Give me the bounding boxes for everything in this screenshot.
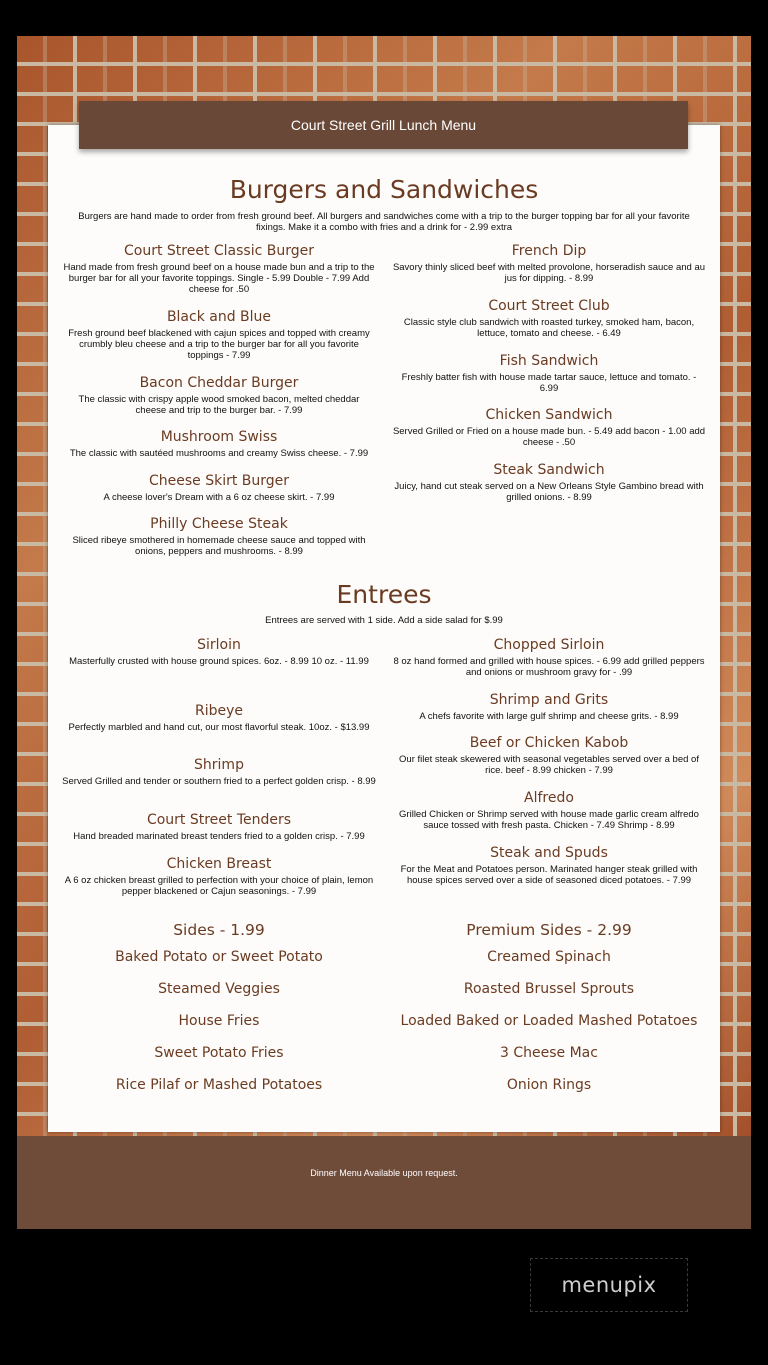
menu-item — [62, 428, 376, 459]
footer-note: Dinner Menu Available upon request. — [310, 1168, 458, 1178]
menupix-watermark: menupix — [530, 1258, 688, 1312]
item-name: Court Street Tenders — [146, 812, 292, 828]
item-desc: 8 oz hand formed and grilled with house spices. - 6.99 add grilled peppers and onions or mushroom gravy for - .99 — [393, 656, 705, 678]
premium-sides-heading: Premium Sides - 2.99 — [466, 921, 632, 939]
menu-item — [392, 352, 706, 394]
item-name: Chicken Sandwich — [485, 407, 613, 423]
item-desc: A 6 oz chicken breast grilled to perfection with your choice of plain, lemon pepper blackened or Cajun seasonings. - 7.99 — [64, 875, 374, 897]
menu-item — [392, 242, 706, 284]
menu-item — [392, 406, 706, 448]
item-desc: The classic with crispy apple wood smoked bacon, melted cheddar cheese and trip to the burger bar. - 7.99 — [78, 394, 360, 416]
item-desc: Our filet steak skewered with seasonal vegetables served over a bed of rice. beef - 8.99 chicken - 7.99 — [399, 754, 699, 776]
item-name: Court Street Club — [488, 298, 610, 314]
item-name: Chicken Breast — [166, 856, 272, 872]
item-name: Chopped Sirloin — [493, 637, 605, 653]
sides-heading: Sides - 1.99 — [173, 921, 265, 939]
item-desc: Served Grilled and tender or southern fried to a perfect golden crisp. - 8.99 — [62, 776, 376, 787]
item-desc: Perfectly marbled and hand cut, our most flavorful steak. 10oz. - $13.99 — [68, 722, 370, 733]
item-name: Black and Blue — [166, 309, 272, 325]
menu-item — [62, 472, 376, 503]
item-desc: Freshly batter fish with house made tartar sauce, lettuce and tomato. - 6.99 — [401, 372, 697, 394]
item-desc: A cheese lover's Dream with a 6 oz cheese skirt. - 7.99 — [103, 492, 335, 503]
burgers-heading: Burgers and Sandwiches — [229, 175, 539, 204]
premium-side-item: Roasted Brussel Sprouts — [463, 981, 635, 997]
menu-item — [62, 636, 376, 667]
item-desc: A chefs favorite with large gulf shrimp and cheese grits. - 8.99 — [419, 711, 679, 722]
side-item: House Fries — [178, 1013, 260, 1029]
item-desc: Savory thinly sliced beef with melted provolone, horseradish sauce and au jus for dipping. - 8.99 — [392, 262, 706, 284]
menu-title-banner — [79, 101, 688, 149]
menu-item — [62, 756, 376, 787]
premium-side-item: Onion Rings — [506, 1077, 592, 1093]
item-name: Court Street Classic Burger — [123, 243, 314, 259]
item-desc: For the Meat and Potatoes person. Marinated hanger steak grilled with house spices served over a side of seasoned diced potatoes. - 7.99 — [400, 864, 698, 886]
menu-item — [392, 691, 706, 722]
entrees-heading: Entrees — [336, 580, 432, 609]
item-name: Steak and Spuds — [490, 845, 608, 861]
menu-item — [62, 374, 376, 416]
menu-item — [62, 855, 376, 897]
side-item: Steamed Veggies — [158, 981, 280, 997]
item-name: Bacon Cheddar Burger — [139, 375, 299, 391]
menu-title: Court Street Grill Lunch Menu — [290, 117, 477, 133]
side-item: Sweet Potato Fries — [154, 1045, 284, 1061]
item-desc: Hand breaded marinated breast tenders fried to a golden crisp. - 7.99 — [73, 831, 365, 842]
premium-side-item: Creamed Spinach — [487, 949, 611, 965]
menu-item — [62, 702, 376, 733]
item-name: Fish Sandwich — [499, 353, 599, 369]
menu-item — [62, 242, 376, 295]
item-desc: Served Grilled or Fried on a house made bun. - 5.49 add bacon - 1.00 add cheese - .50 — [392, 426, 706, 448]
item-desc: Hand made from fresh ground beef on a house made bun and a trip to the burger bar for all your favorite toppings. Single - 5.99 Double - 7.99 Add cheese for .50 — [63, 262, 375, 295]
item-desc: Grilled Chicken or Shrimp served with house made garlic cream alfredo sauce tossed with fresh pasta. Chicken - 7.49 Shrimp - 8.99 — [399, 809, 699, 831]
footer-band — [17, 1136, 751, 1229]
item-name: Sirloin — [197, 637, 241, 653]
item-desc: Fresh ground beef blackened with cajun spices and topped with creamy crumbly bleu cheese and a trip to the burger bar for all you favorite toppings - 7.99 — [68, 328, 370, 361]
premium-side-item: Loaded Baked or Loaded Mashed Potatoes — [400, 1013, 698, 1029]
menu-item — [392, 297, 706, 339]
item-name: French Dip — [511, 243, 587, 259]
side-item: Rice Pilaf or Mashed Potatoes — [115, 1077, 323, 1093]
item-name: Alfredo — [524, 790, 574, 806]
item-desc: Masterfully crusted with house ground spices. 6oz. - 8.99 10 oz. - 11.99 — [69, 656, 369, 667]
entrees-intro: Entrees are served with 1 side. Add a side salad for $.99 — [265, 615, 503, 626]
menu-item — [392, 844, 706, 886]
item-name: Steak Sandwich — [493, 462, 605, 478]
item-name: Shrimp — [194, 757, 244, 773]
menu-item — [392, 461, 706, 503]
item-name: Mushroom Swiss — [160, 429, 278, 445]
menu-item — [62, 308, 376, 361]
item-name: Ribeye — [194, 703, 243, 719]
side-item: Baked Potato or Sweet Potato — [115, 949, 323, 965]
item-desc: Classic style club sandwich with roasted turkey, smoked ham, bacon, lettuce, tomato and cheese. - 6.49 — [403, 317, 695, 339]
item-name: Philly Cheese Steak — [150, 516, 288, 532]
menu-item — [392, 734, 706, 776]
burgers-intro: Burgers are hand made to order from fresh ground beef. All burgers and sandwiches come with a trip to the burger topping bar for all your favorite fixings. Make it a combo with fries and a drink for - 2.99 extra — [78, 211, 690, 233]
item-name: Cheese Skirt Burger — [148, 473, 290, 489]
menu-item — [392, 789, 706, 831]
item-desc: The classic with sautéed mushrooms and creamy Swiss cheese. - 7.99 — [69, 448, 369, 459]
item-name: Shrimp and Grits — [489, 692, 609, 708]
item-name: Beef or Chicken Kabob — [469, 735, 629, 751]
menu-item — [392, 636, 706, 678]
premium-side-item: 3 Cheese Mac — [500, 1045, 598, 1061]
item-desc: Sliced ribeye smothered in homemade cheese sauce and topped with onions, peppers and mushrooms. - 8.99 — [72, 535, 366, 557]
menu-item — [62, 515, 376, 557]
item-desc: Juicy, hand cut steak served on a New Orleans Style Gambino bread with grilled onions. - 8.99 — [394, 481, 704, 503]
menu-item — [62, 811, 376, 842]
